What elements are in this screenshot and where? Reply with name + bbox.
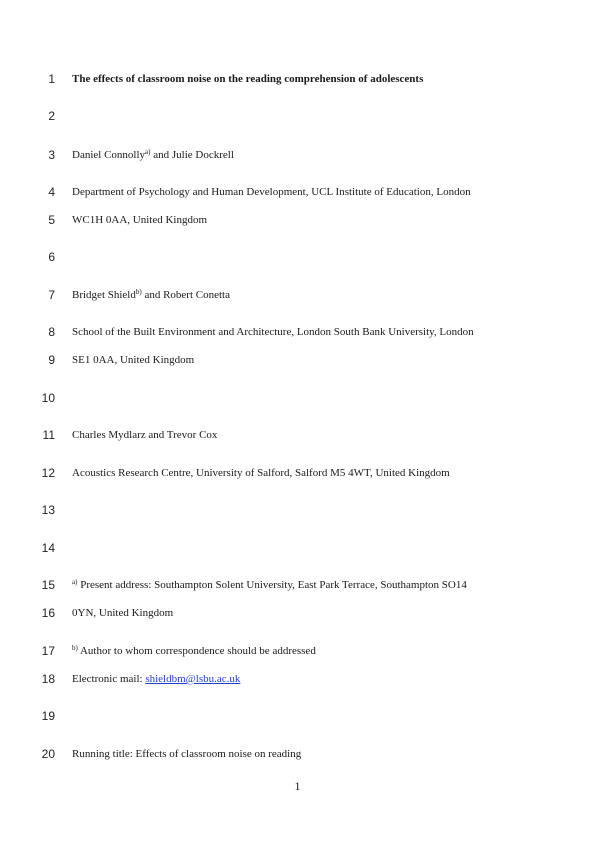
footnote-marker: b) (72, 644, 78, 652)
line-17 (0, 643, 595, 659)
author-line-1 (72, 147, 234, 163)
author-line-3: Charles Mydlarz and Trevor Cox (72, 429, 218, 441)
line-16 (0, 605, 595, 621)
line-number: 3 (48, 148, 55, 162)
line-12 (0, 465, 595, 481)
footnote-a-text: Present address: Southampton Solent University, East Park Terrace, Southampton SO14 (77, 579, 467, 591)
line-number: 5 (48, 213, 55, 227)
line-7 (0, 287, 595, 303)
affiliation-marker: b) (135, 288, 142, 296)
affiliation-2-line-1: School of the Built Environment and Architecture, London South Bank University, London (72, 326, 474, 338)
affiliation-marker: a) (145, 148, 151, 156)
line-number: 7 (48, 288, 55, 302)
line-2 (0, 108, 595, 124)
line-8 (0, 324, 595, 340)
footnote-b-text: Author to whom correspondence should be addressed (77, 645, 316, 657)
line-number: 12 (41, 466, 55, 480)
author-line-2 (72, 287, 230, 303)
line-15 (0, 577, 595, 593)
line-number: 20 (41, 747, 55, 761)
line-11 (0, 427, 595, 443)
line-3 (0, 147, 595, 163)
author-name: Bridget Shield (72, 289, 136, 301)
line-number: 17 (41, 644, 55, 658)
line-number: 16 (41, 606, 55, 620)
line-number: 4 (48, 185, 55, 199)
email-label: Electronic mail: (72, 673, 146, 685)
line-14 (0, 540, 595, 556)
affiliation-3: Acoustics Research Centre, University of Salford, Salford M5 4WT, United Kingdom (72, 467, 450, 479)
line-19 (0, 708, 595, 724)
line-number: 9 (48, 353, 55, 367)
coauthor-names: and Julie Dockrell (150, 149, 234, 161)
email-link[interactable]: shieldbm@lsbu.ac.uk (145, 673, 241, 685)
author-name: Daniel Connolly (72, 149, 146, 161)
affiliation-1-line-1: Department of Psychology and Human Development, UCL Institute of Education, London (72, 186, 471, 198)
running-title: Running title: Effects of classroom noise on reading (72, 748, 302, 760)
line-1 (0, 71, 595, 87)
line-number: 2 (48, 109, 55, 123)
line-number: 6 (48, 250, 55, 264)
line-18 (0, 671, 595, 687)
line-20 (0, 746, 595, 762)
line-number: 18 (41, 672, 55, 686)
line-number: 19 (41, 709, 55, 723)
line-9 (0, 352, 595, 368)
footnote-marker: a) (72, 578, 78, 586)
line-10 (0, 390, 595, 406)
footnote-a-line-1 (72, 577, 467, 593)
line-6 (0, 249, 595, 265)
footnote-a-line-2: 0YN, United Kingdom (72, 607, 174, 619)
line-number: 1 (48, 72, 55, 86)
line-number: 8 (48, 325, 55, 339)
line-number: 11 (42, 428, 55, 442)
coauthor-names: and Robert Conetta (141, 289, 230, 301)
paper-title: The effects of classroom noise on the reading comprehension of adolescents (72, 73, 424, 85)
line-number: 13 (41, 503, 55, 517)
line-4 (0, 184, 595, 200)
page-number: 1 (294, 779, 301, 793)
line-13 (0, 502, 595, 518)
line-number: 14 (41, 541, 55, 555)
line-5 (0, 212, 595, 228)
footnote-b (72, 643, 316, 659)
affiliation-2-line-2: SE1 0AA, United Kingdom (72, 354, 195, 366)
line-number: 15 (41, 578, 55, 592)
affiliation-1-line-2: WC1H 0AA, United Kingdom (72, 214, 208, 226)
email-line (72, 671, 240, 687)
line-number: 10 (41, 391, 55, 405)
